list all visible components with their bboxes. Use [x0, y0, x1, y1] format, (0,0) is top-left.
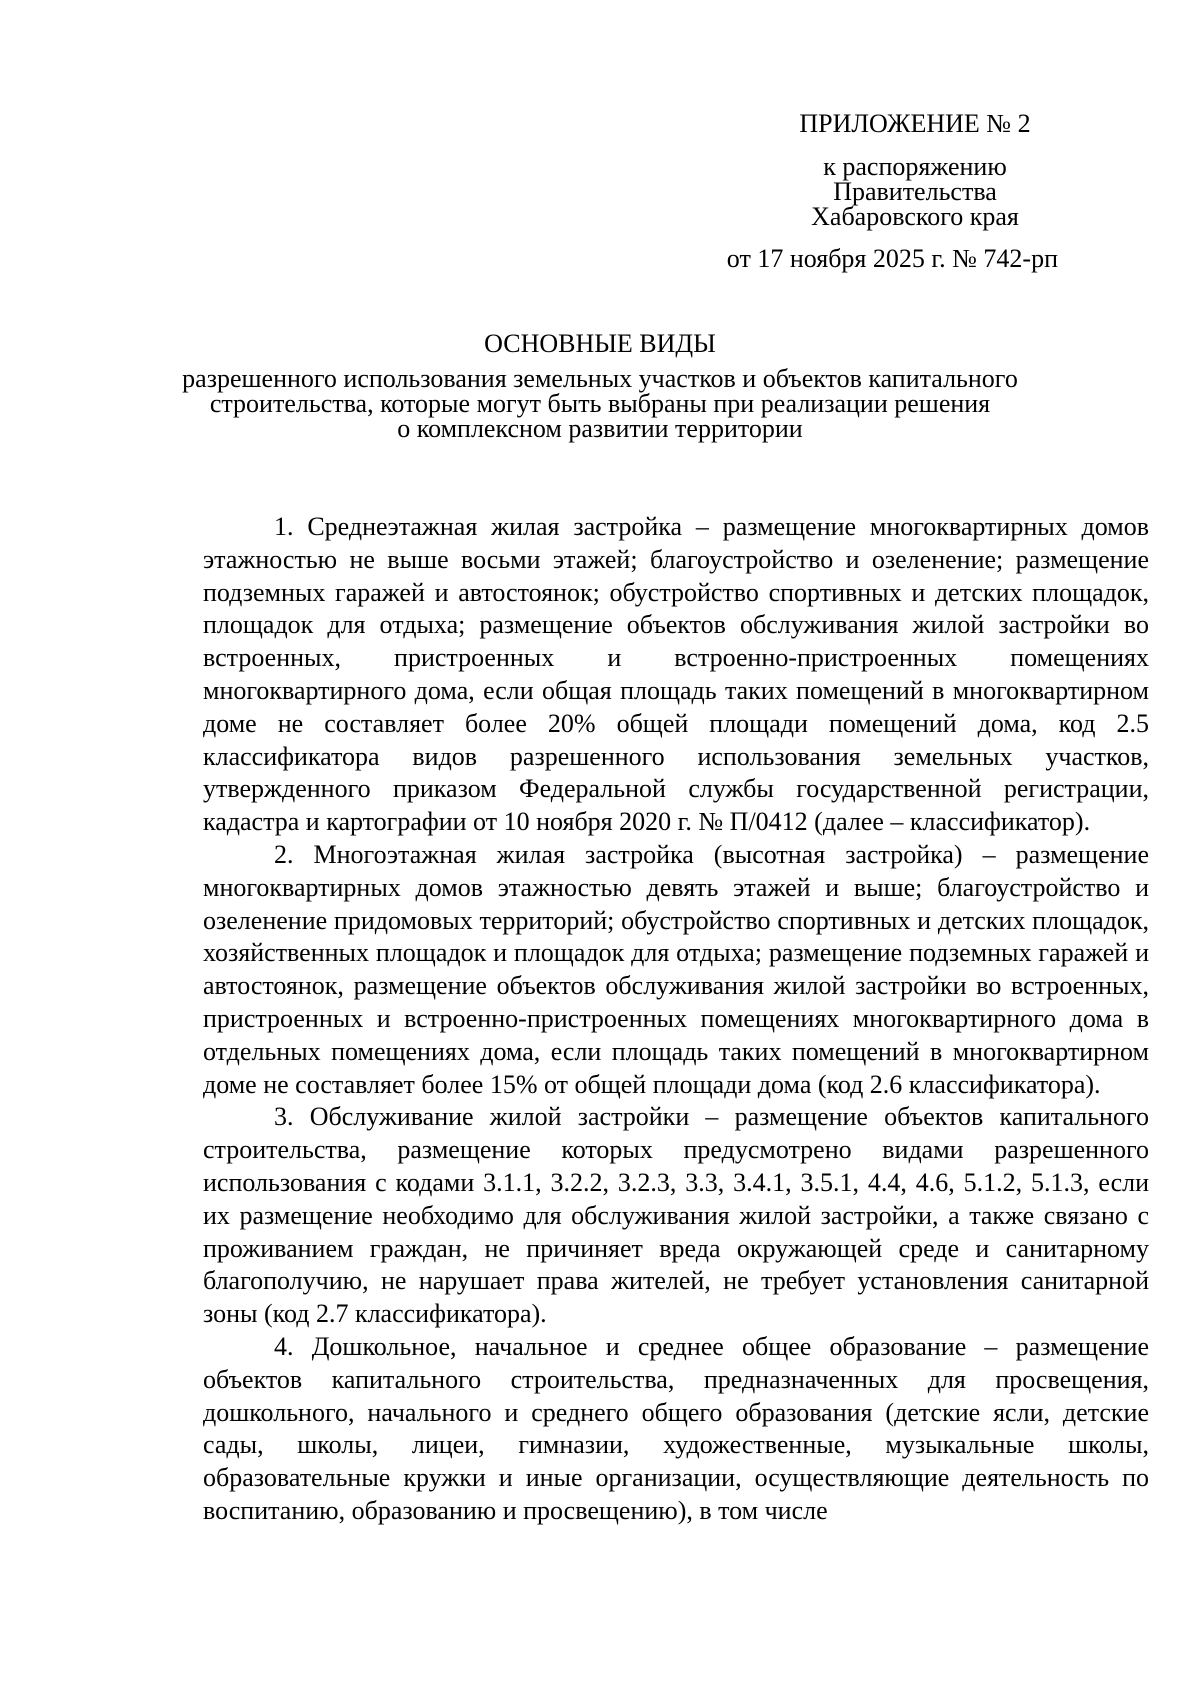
document-heading [0, 328, 1200, 441]
appendix-line-government: Правительства [833, 177, 997, 206]
heading-subtitle-line: о комплексном развитии территории [397, 414, 803, 443]
document-body [203, 511, 1149, 1528]
heading-title: ОСНОВНЫЕ ВИДЫ [484, 329, 716, 358]
appendix-title: ПРИЛОЖЕНИЕ № 2 [799, 109, 1031, 138]
paragraph-item-1: 1. Среднеэтажная жилая застройка – размещение многоквартирных домов этажностью не выше восьми этажей; благоустройство и озеленение; размещение подземных гаражей и автостоянок; обустройство спортивных и детских площадок, площадок для отдыха; размещение объектов обслуживания жилой застройки во встроенных, пристроенных и встроенно-пристроенных помещениях многоквартирного дома, если общая площадь таких помещений в многоквартирном доме не составляет более 20% общей площади помещений дома, код 2.5 классификатора видов разрешенного использования земельных участков, утвержденного приказом Федеральной службы государственной регистрации, кадастра и картографии от 10 ноября 2020 г. № П/0412 (далее – классификатор). [203, 512, 1149, 837]
paragraph-item-4: 4. Дошкольное, начальное и среднее общее образование – размещение объектов капитального строительства, предназначенных для просвещения, дошкольного, начального и среднего общего образования (детские ясли, детские сады, школы, лицеи, гимназии, художественные, музыкальные школы, образовательные кружки и иные организации, осуществляющие деятельность по воспитанию, образованию и просвещению), в том числе [203, 1331, 1149, 1525]
paragraph-item-2: 2. Многоэтажная жилая застройка (высотная застройка) – размещение многоквартирных домов этажностью девять этажей и выше; благоустройство и озеленение придомовых территорий; обустройство спортивных и детских площадок, хозяйственных площадок и площадок для отдыха; размещение подземных гаражей и автостоянок, размещение объектов обслуживания жилой застройки во встроенных, пристроенных и встроенно-пристроенных помещениях многоквартирного дома в отдельных помещениях дома, если площадь таких помещений в многоквартирном доме не составляет более 15% от общей площади дома (код 2.6 классификатора). [203, 839, 1149, 1099]
paragraph-item-3: 3. Обслуживание жилой застройки – размещение объектов капитального строительства, размещение которых предусмотрено видами разрешенного использования с кодами 3.1.1, 3.2.2, 3.2.3, 3.3, 3.4.1, 3.5.1, 4.4, 4.6, 5.1.2, 5.1.3, если их размещение необходимо для обслуживания жилой застройки, а также связано с проживанием граждан, не причиняет вреда окружающей среде и санитарному благополучию, не нарушает права жителей, не требует установления санитарной зоны (код 2.7 классификатора). [203, 1102, 1149, 1329]
appendix-line-region: Хабаровского края [811, 202, 1019, 231]
appendix-block [726, 108, 1105, 275]
heading-subtitle-line: строительства, которые могут быть выбраны при реализации решения [209, 389, 991, 418]
heading-subtitle-line: разрешенного использования земельных участков и объектов капитального [182, 364, 1018, 393]
appendix-line-order: к распоряжению [823, 152, 1007, 181]
appendix-date: от 17 ноября 2025 г. № 742-рп [726, 244, 1058, 273]
